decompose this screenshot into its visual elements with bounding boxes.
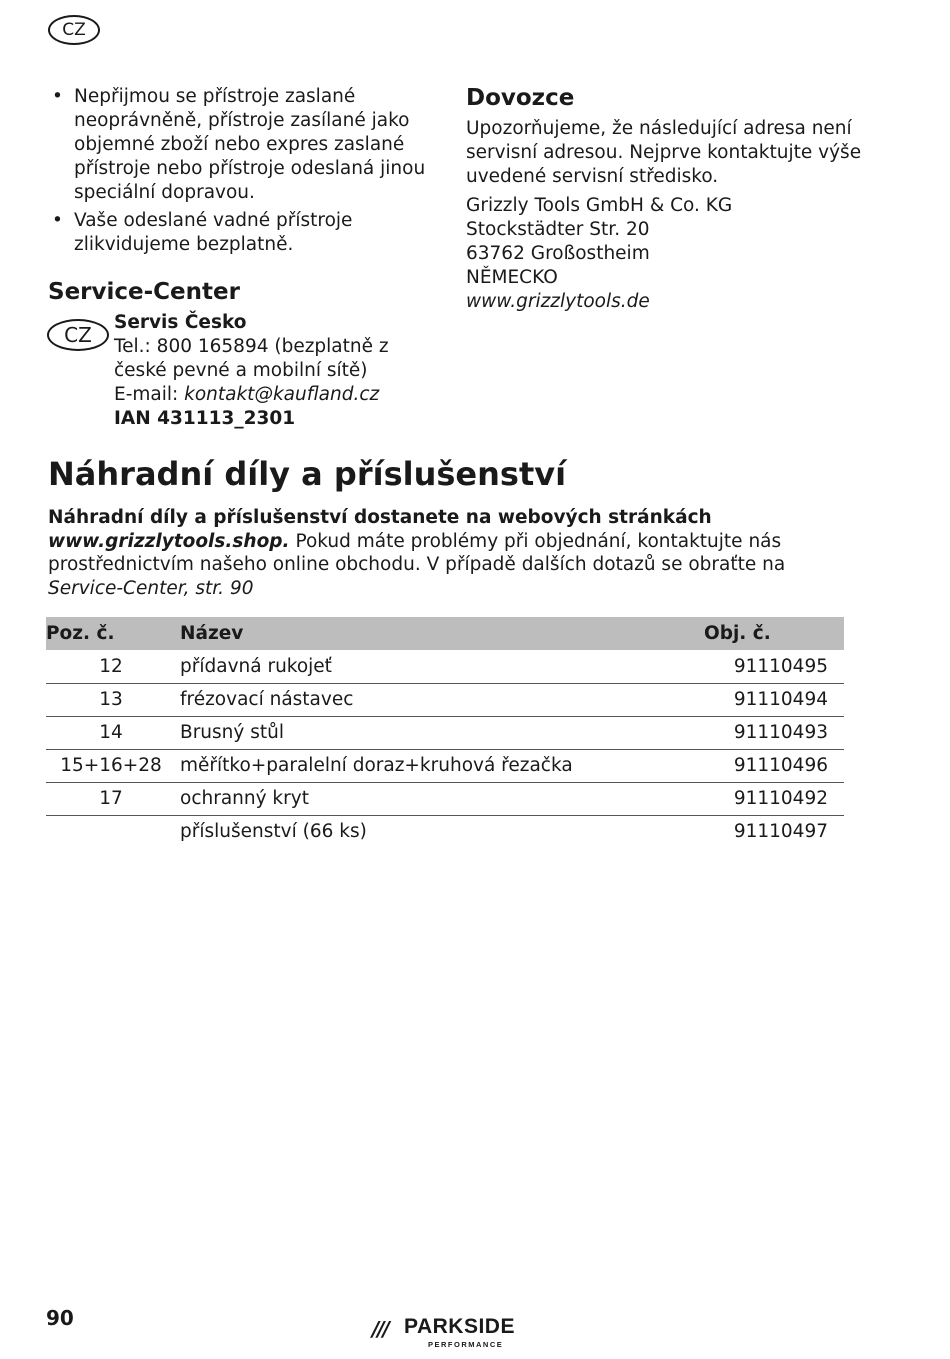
cell-pos: 12	[46, 650, 176, 683]
email-link[interactable]: kontakt@kaufland.cz	[184, 384, 380, 405]
cell-name: příslušenství (66 ks)	[180, 821, 367, 843]
cell-order-no: 91110495	[704, 650, 844, 683]
list-item: • Vaše odeslané vadné přístroje zlikvidujeme bezplatně.	[48, 209, 428, 257]
table-row	[46, 782, 844, 815]
service-center-heading: Service-Center	[48, 279, 240, 305]
service-country-badge: CZ	[47, 319, 109, 351]
cell-name: Brusný stůl	[176, 716, 704, 749]
table-row	[46, 650, 844, 683]
language-badge: CZ	[48, 15, 100, 45]
right-column	[466, 83, 866, 314]
cell-name: ochranný kryt	[176, 782, 704, 815]
cell-pos	[46, 815, 176, 848]
logo-subtitle: PERFORMANCE	[428, 1340, 504, 1349]
cell-order-no: 91110496	[704, 749, 844, 782]
cell-name: měřítko+paralelní doraz+kruhová řezačka	[176, 749, 704, 782]
list-item: • Nepřijmou se přístroje zaslané neoprávněně, přístroje zasílané jako objemné zboží nebo expres zaslané přístroje nebo přístroje odeslaná jinou speciální dopravou.	[48, 85, 428, 205]
logo-brand: PARKSIDE	[404, 1315, 515, 1338]
cell-pos: 14	[46, 716, 176, 749]
table-row	[46, 683, 844, 716]
email-label: E-mail:	[114, 384, 185, 405]
cell-name: přídavná rukojeť	[176, 650, 704, 683]
parts-intro	[48, 506, 848, 600]
importer-notice: Upozorňujeme, že následující adresa není servisní adresou. Nejprve kontaktujte výše uvedené servisní středisko.	[466, 118, 862, 187]
table-row	[46, 716, 844, 749]
ian-number: IAN 431113_2301	[114, 408, 296, 429]
service-phone: Tel.: 800 165894 (bezplatně z české pevné a mobilní sítě)	[114, 336, 389, 381]
shop-link[interactable]: www.grizzlytools.shop.	[48, 530, 290, 552]
table-row	[46, 815, 844, 848]
importer-heading: Dovozce	[466, 85, 575, 111]
service-center-reference: Service-Center, str. 90	[48, 577, 254, 599]
header-name: Název	[176, 617, 704, 650]
address-line: 63762 Großostheim	[466, 243, 650, 264]
address-line: NĚMECKO	[466, 267, 558, 288]
header-pos: Poz. č.	[46, 617, 176, 650]
bullet-list	[48, 85, 428, 257]
parkside-logo	[372, 1314, 532, 1350]
cell-order-no: 91110494	[704, 683, 844, 716]
address-line: Grizzly Tools GmbH & Co. KG	[466, 195, 733, 216]
cell-name: frézovací nástavec	[176, 683, 704, 716]
cell-order-no: 91110492	[704, 782, 844, 815]
cell-pos: 13	[46, 683, 176, 716]
page-number: 90	[46, 1306, 74, 1330]
intro-bold: Náhradní díly a příslušenství dostanete na webových stránkách	[48, 507, 712, 528]
left-column	[48, 85, 428, 431]
service-email-line	[114, 383, 428, 407]
cell-pos: 15+16+28	[46, 749, 176, 782]
address-line: Stockstädter Str. 20	[466, 219, 650, 240]
service-name: Servis Česko	[114, 312, 247, 333]
importer-website-link[interactable]: www.grizzlytools.de	[466, 291, 650, 312]
cell-pos: 17	[46, 782, 176, 815]
parts-table	[46, 617, 844, 848]
cell-order-no: 91110493	[704, 716, 844, 749]
intro-text: Pokud máte problémy při objednání, kontaktujte nás prostřednictvím našeho online obchodu. V případě dalších dotazů se obraťte na	[48, 530, 786, 575]
cell-order-no: 91110497	[733, 821, 828, 843]
table-header-row	[46, 617, 844, 650]
header-order-no: Obj. č.	[704, 617, 844, 650]
importer-address	[466, 194, 866, 314]
parts-title: Náhradní díly a příslušenství	[48, 455, 567, 493]
logo-slashes: ///	[372, 1317, 388, 1341]
table-row	[46, 749, 844, 782]
